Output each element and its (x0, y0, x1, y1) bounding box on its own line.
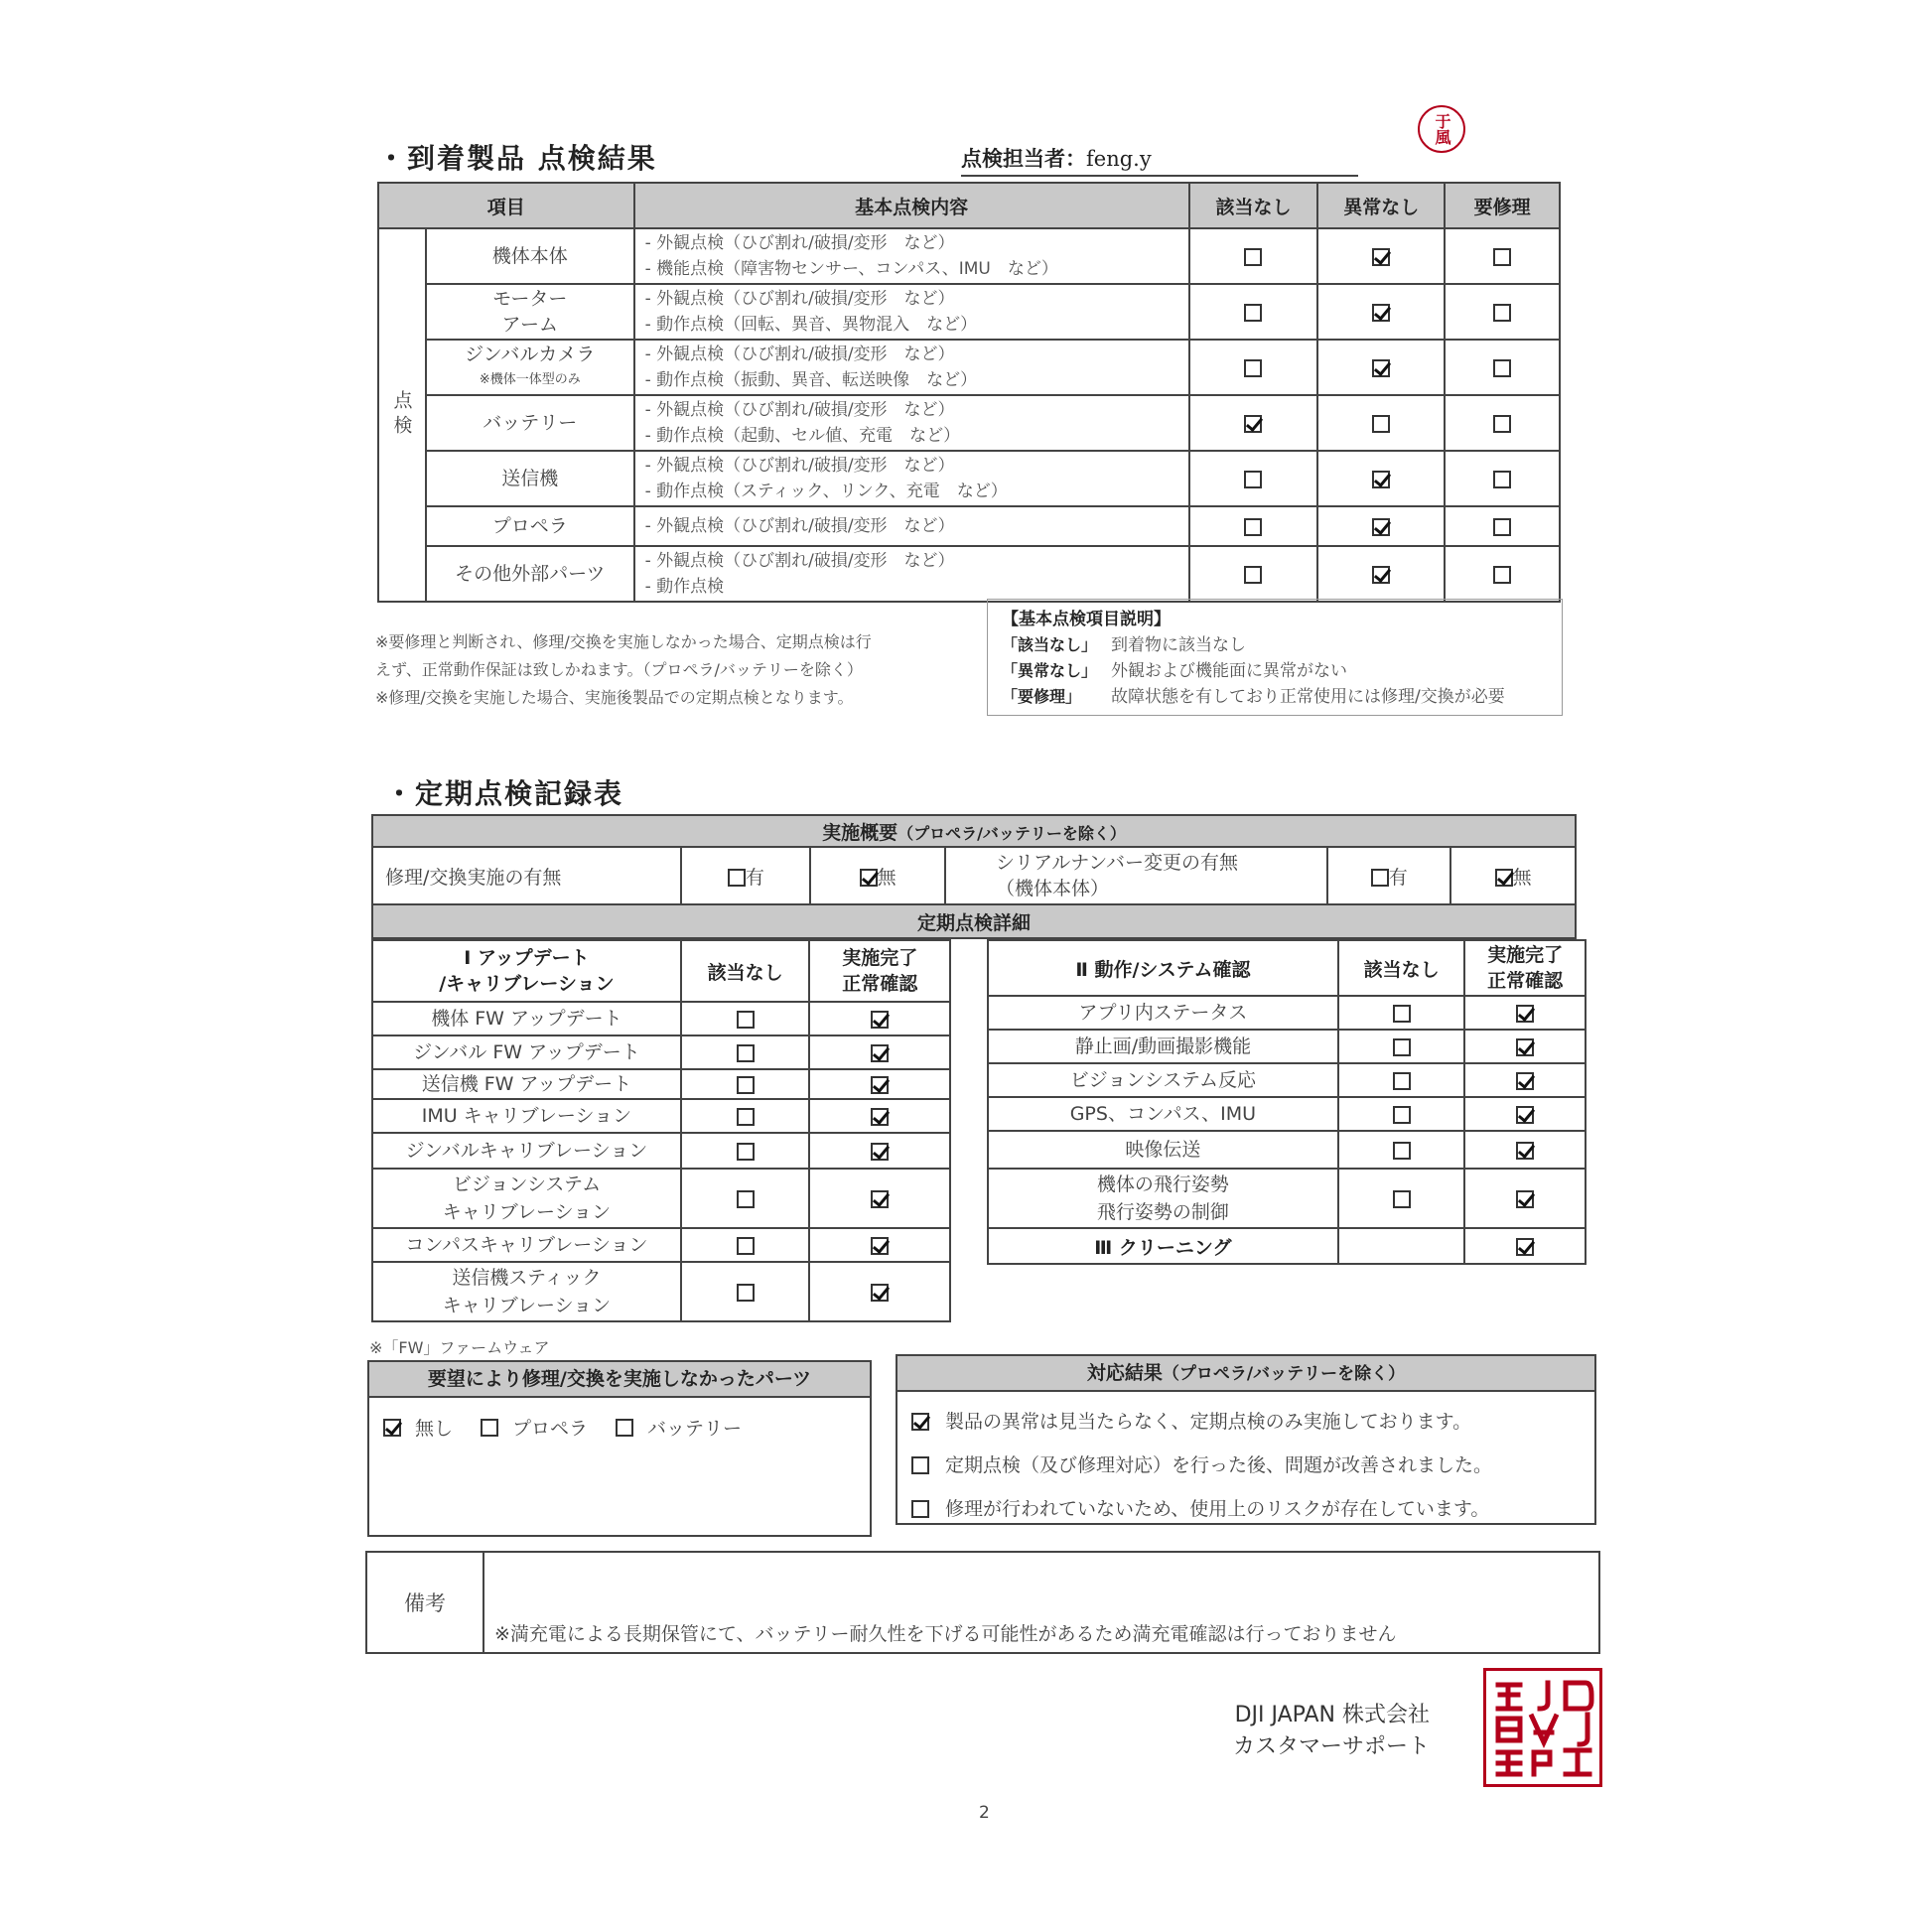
legend-row (1002, 684, 1548, 710)
na-checkbox[interactable] (737, 1237, 755, 1255)
check-item-label: 送信機 FW アップデート (421, 1073, 632, 1095)
legend-desc: 到着物に該当なし (1111, 635, 1246, 655)
left-header-na: 該当なし (681, 940, 810, 1002)
na-checkbox[interactable] (1393, 1142, 1411, 1160)
result-option-label: 製品の異常は見当たらなく、定期点検のみ実施しております。 (945, 1411, 1472, 1433)
inspection-detail: - 動作点検（起動、セル値、充電 など） (644, 426, 961, 446)
right-header-title: Ⅱ 動作/システム確認 (988, 940, 1338, 996)
unrepaired-option[interactable] (616, 1414, 742, 1441)
item-label: 送信機 (501, 468, 559, 489)
cleaning-done-cell (1464, 1228, 1586, 1264)
inspection-detail: - 外観点検（ひび割れ/破損/変形 など） (644, 345, 955, 364)
serial-label-line1: シリアルナンバー変更の有無 (996, 852, 1238, 874)
result-box (896, 1354, 1596, 1525)
summary-header-sub: （プロペラ/バッテリーを除く） (897, 823, 1126, 843)
unrepaired-option[interactable] (383, 1414, 453, 1441)
result-option[interactable] (911, 1400, 1581, 1444)
header-ok: 異常なし (1317, 183, 1445, 228)
result-checkbox[interactable] (911, 1413, 929, 1431)
repair-checkbox[interactable] (1493, 566, 1511, 584)
ok-checkbox[interactable] (1372, 304, 1390, 322)
unrepaired-option[interactable] (481, 1414, 588, 1441)
update-row (372, 1262, 950, 1321)
left-header-title (372, 940, 681, 1002)
done-checkbox[interactable] (871, 1237, 889, 1255)
na-checkbox[interactable] (737, 1190, 755, 1208)
fw-note: ※「FW」ファームウェア (369, 1338, 550, 1357)
cleaning-na-cell (1338, 1228, 1465, 1264)
result-option-label: 修理が行われていないため、使用上のリスクが存在しています。 (945, 1498, 1490, 1520)
repair-label: 修理/交換実施の有無 (372, 847, 681, 904)
item-sublabel: ※機体一体型のみ (479, 372, 581, 387)
header-item: 項目 (378, 183, 634, 228)
repair-yes-checkbox[interactable] (728, 869, 746, 887)
unrepaired-option-label: プロペラ (512, 1418, 589, 1440)
update-row (372, 1035, 950, 1069)
inspection-detail: - 外観点検（ひび割れ/破損/変形 など） (644, 289, 955, 309)
item-label: ジンバルカメラ (465, 344, 596, 365)
na-checkbox[interactable] (1393, 1072, 1411, 1090)
check-item-label: IMU キャリブレーション (421, 1105, 632, 1127)
inspector-field (961, 143, 1358, 177)
na-checkbox[interactable] (737, 1044, 755, 1062)
done-checkbox[interactable] (871, 1108, 889, 1126)
na-checkbox[interactable] (737, 1108, 755, 1126)
check-item-label: 飛行姿勢の制御 (1096, 1201, 1229, 1223)
remarks-text: ※満充電による長期保管にて、バッテリー耐久性を下げる可能性があるため満充電確認は行っておりません (483, 1552, 1599, 1653)
legend-box (987, 599, 1563, 716)
na-checkbox[interactable] (1244, 518, 1262, 536)
header-na: 該当なし (1189, 183, 1318, 228)
result-option-label: 定期点検（及び修理対応）を行った後、問題が改善されました。 (945, 1454, 1493, 1476)
update-calibration-table (371, 939, 951, 1322)
update-row (372, 1133, 950, 1169)
left-header-done-2: 正常確認 (842, 973, 918, 995)
na-checkbox[interactable] (737, 1011, 755, 1029)
check-item-label: キャリブレーション (442, 1295, 612, 1316)
serial-no-checkbox[interactable] (1495, 869, 1513, 887)
check-item-label: 機体の飛行姿勢 (1096, 1173, 1229, 1195)
inspection-detail: - 外観点検（ひび割れ/破損/変形 など） (644, 551, 955, 571)
legend-row (1002, 658, 1548, 684)
na-checkbox[interactable] (1244, 471, 1262, 488)
done-checkbox[interactable] (1516, 1038, 1534, 1056)
na-checkbox[interactable] (737, 1284, 755, 1302)
inspection-row (378, 284, 1560, 340)
inspection-row (378, 506, 1560, 546)
header-content: 基本点検内容 (634, 183, 1189, 228)
check-item-label: 送信機スティック (452, 1267, 602, 1289)
item-sublabel: アーム (501, 314, 558, 336)
na-checkbox[interactable] (1244, 359, 1262, 377)
na-checkbox[interactable] (1393, 1038, 1411, 1056)
done-checkbox[interactable] (871, 1076, 889, 1094)
legend-row (1002, 632, 1548, 658)
item-label: バッテリー (483, 412, 578, 434)
serial-label-line2: （機体本体） (996, 878, 1110, 899)
item-label: 機体本体 (491, 245, 568, 267)
done-checkbox[interactable] (871, 1011, 889, 1029)
result-title-main: 対応結果 (1086, 1362, 1163, 1384)
serial-no-label: 無 (1512, 866, 1532, 889)
check-item-label: ビジョンシステム (452, 1173, 602, 1195)
unrepaired-checkbox[interactable] (383, 1419, 401, 1437)
inspection-detail: - 動作点検（スティック、リンク、充電 など） (644, 482, 1008, 501)
left-header-title-1: Ⅰ アップデート (464, 947, 590, 969)
na-checkbox[interactable] (1244, 304, 1262, 322)
cleaning-checkbox[interactable] (1516, 1238, 1534, 1256)
legend-key: 「異常なし」 (1002, 661, 1098, 680)
done-checkbox[interactable] (1516, 1142, 1534, 1160)
inspection-detail: - 動作点検（回転、異音、異物混入 など） (644, 315, 978, 335)
header-repair: 要修理 (1445, 183, 1560, 228)
repair-no-label: 無 (877, 866, 897, 889)
check-item-label: 映像伝送 (1125, 1139, 1201, 1161)
inspection-row (378, 546, 1560, 602)
right-header-na: 該当なし (1338, 940, 1465, 996)
inspection-row (378, 340, 1560, 395)
na-checkbox[interactable] (1393, 1106, 1411, 1124)
company-seal (1483, 1668, 1602, 1787)
ok-checkbox[interactable] (1372, 471, 1390, 488)
remarks-label: 備考 (366, 1552, 483, 1653)
section2-title: ・定期点検記録表 (385, 777, 624, 810)
result-option[interactable] (911, 1487, 1581, 1531)
item-label: モーター (492, 288, 568, 310)
legend-key: 「該当なし」 (1002, 635, 1098, 654)
na-checkbox[interactable] (737, 1076, 755, 1094)
remarks-table (365, 1551, 1600, 1654)
serial-yes-label: 有 (1388, 866, 1408, 889)
group-label: 点検 (378, 228, 426, 602)
update-row (372, 1069, 950, 1099)
check-item-label: アプリ内ステータス (1078, 1002, 1248, 1024)
done-checkbox[interactable] (1516, 1190, 1534, 1208)
result-checkbox[interactable] (911, 1500, 929, 1518)
inspection-row (378, 451, 1560, 506)
check-item-label: コンパスキャリブレーション (405, 1234, 648, 1256)
update-row (372, 1169, 950, 1228)
note-line: えず、正常動作保証は致しかねます。（プロペラ/バッテリーを除く） (375, 660, 863, 679)
item-label: プロペラ (491, 515, 568, 537)
serial-yes-checkbox[interactable] (1371, 869, 1389, 887)
company-name: DJI JAPAN 株式会社 (1234, 1703, 1430, 1727)
na-checkbox[interactable] (1393, 1005, 1411, 1023)
note-line: ※要修理と判断され、修理/交換を実施しなかった場合、定期点検は行 (375, 632, 872, 651)
inspector-label: 点検担当者： (961, 147, 1086, 171)
inspector-name: feng.y (1086, 147, 1152, 171)
inspection-detail: - 機能点検（障害物センサー、コンパス、IMU など） (644, 259, 1058, 279)
check-item-label: ビジョンシステム反応 (1069, 1069, 1257, 1091)
system-row (988, 1063, 1586, 1097)
unrepaired-checkbox[interactable] (616, 1419, 633, 1437)
check-item-label: キャリブレーション (442, 1201, 612, 1223)
unrepaired-title: 要望により修理/交換を実施しなかったパーツ (369, 1362, 870, 1398)
repair-yes-option (681, 847, 810, 904)
serial-yes-option (1327, 847, 1450, 904)
na-checkbox[interactable] (1244, 566, 1262, 584)
cleaning-label: Ⅲ クリーニング (988, 1228, 1338, 1264)
inspection-table (377, 182, 1561, 603)
update-row (372, 1099, 950, 1133)
inspection-detail: - 外観点検（ひび割れ/破損/変形 など） (644, 233, 955, 253)
repair-checkbox[interactable] (1493, 359, 1511, 377)
unrepaired-option-label: 無し (415, 1418, 454, 1440)
check-item-label: ジンバルキャリブレーション (405, 1140, 648, 1162)
right-header-done (1464, 940, 1586, 996)
inspection-row (378, 395, 1560, 451)
ok-checkbox[interactable] (1372, 359, 1390, 377)
left-header-done (809, 940, 950, 1002)
unrepaired-box (367, 1360, 872, 1537)
inspector-stamp (1418, 105, 1465, 153)
na-checkbox[interactable] (1393, 1190, 1411, 1208)
summary-header-main: 実施概要 (822, 821, 898, 844)
repair-yes-label: 有 (745, 866, 764, 889)
summary-header (372, 815, 1576, 847)
page-number: 2 (979, 1803, 990, 1823)
result-checkbox[interactable] (911, 1456, 929, 1474)
note-line: ※修理/交換を実施した場合、実施後製品での定期点検となります。 (375, 688, 854, 707)
legend-desc: 故障状態を有しており正常使用には修理/交換が必要 (1111, 687, 1505, 707)
check-item-label: ジンバル FW アップデート (413, 1041, 640, 1063)
right-header-done-2: 正常確認 (1487, 970, 1564, 992)
done-checkbox[interactable] (871, 1284, 889, 1302)
section1-title: ・到着製品 点検結果 (377, 142, 657, 175)
ok-checkbox[interactable] (1372, 248, 1390, 266)
result-option[interactable] (911, 1444, 1581, 1487)
serial-label (945, 847, 1327, 904)
check-item-label: 機体 FW アップデート (431, 1008, 622, 1030)
ok-checkbox[interactable] (1372, 518, 1390, 536)
ok-checkbox[interactable] (1372, 566, 1390, 584)
repair-checkbox[interactable] (1493, 304, 1511, 322)
unrepaired-checkbox[interactable] (481, 1419, 498, 1437)
done-checkbox[interactable] (1516, 1072, 1534, 1090)
inspection-detail: - 外観点検（ひび割れ/破損/変形 など） (644, 400, 955, 420)
na-checkbox[interactable] (1244, 248, 1262, 266)
result-title (897, 1356, 1594, 1392)
result-title-sub: （プロペラ/バッテリーを除く） (1162, 1364, 1406, 1384)
system-row (988, 1030, 1586, 1063)
system-row (988, 1169, 1586, 1228)
done-checkbox[interactable] (871, 1190, 889, 1208)
na-checkbox[interactable] (737, 1143, 755, 1161)
right-header-done-1: 実施完了 (1487, 944, 1564, 966)
inspection-row (378, 228, 1560, 284)
repair-no-option (810, 847, 945, 904)
system-row (988, 1131, 1586, 1169)
check-item-label: 静止画/動画撮影機能 (1074, 1035, 1252, 1057)
done-checkbox[interactable] (871, 1143, 889, 1161)
serial-no-option (1450, 847, 1576, 904)
check-item-label: GPS、コンパス、IMU (1069, 1103, 1257, 1125)
system-row (988, 1097, 1586, 1131)
repair-checkbox[interactable] (1493, 248, 1511, 266)
result-options (897, 1392, 1594, 1539)
company-seal-graphic (1488, 1673, 1597, 1782)
update-row (372, 1002, 950, 1035)
summary-table (371, 814, 1577, 939)
done-checkbox[interactable] (871, 1044, 889, 1062)
legend-desc: 外観および機能面に異常がない (1111, 661, 1347, 681)
na-checkbox[interactable] (1244, 415, 1262, 433)
repair-checkbox[interactable] (1493, 471, 1511, 488)
detail-header: 定期点検詳細 (372, 904, 1576, 938)
inspection-detail: - 動作点検 (644, 577, 725, 597)
ok-checkbox[interactable] (1372, 415, 1390, 433)
unrepaired-options (369, 1398, 870, 1456)
inspector-stamp-text: 于風 (1433, 113, 1451, 145)
legend-key: 「要修理」 (1002, 687, 1082, 706)
item-label: その他外部パーツ (455, 563, 606, 585)
inspection-detail: - 動作点検（振動、異音、転送映像 など） (644, 370, 978, 390)
legend-title: 【基本点検項目説明】 (1002, 610, 1171, 629)
left-header-title-2: /キャリブレーション (439, 973, 615, 995)
company-block (1191, 1700, 1430, 1763)
repair-checkbox[interactable] (1493, 518, 1511, 536)
inspection-detail: - 外観点検（ひび割れ/破損/変形 など） (644, 456, 955, 476)
left-header-done-1: 実施完了 (842, 947, 918, 969)
system-row (988, 996, 1586, 1030)
section1-notes (375, 628, 872, 712)
operation-system-table (987, 939, 1587, 1265)
repair-no-checkbox[interactable] (860, 869, 878, 887)
done-checkbox[interactable] (1516, 1005, 1534, 1023)
update-row (372, 1228, 950, 1262)
company-dept: カスタマーサポート (1232, 1734, 1430, 1759)
unrepaired-option-label: バッテリー (647, 1418, 743, 1440)
repair-checkbox[interactable] (1493, 415, 1511, 433)
inspection-detail: - 外観点検（ひび割れ/破損/変形 など） (644, 516, 955, 536)
done-checkbox[interactable] (1516, 1106, 1534, 1124)
